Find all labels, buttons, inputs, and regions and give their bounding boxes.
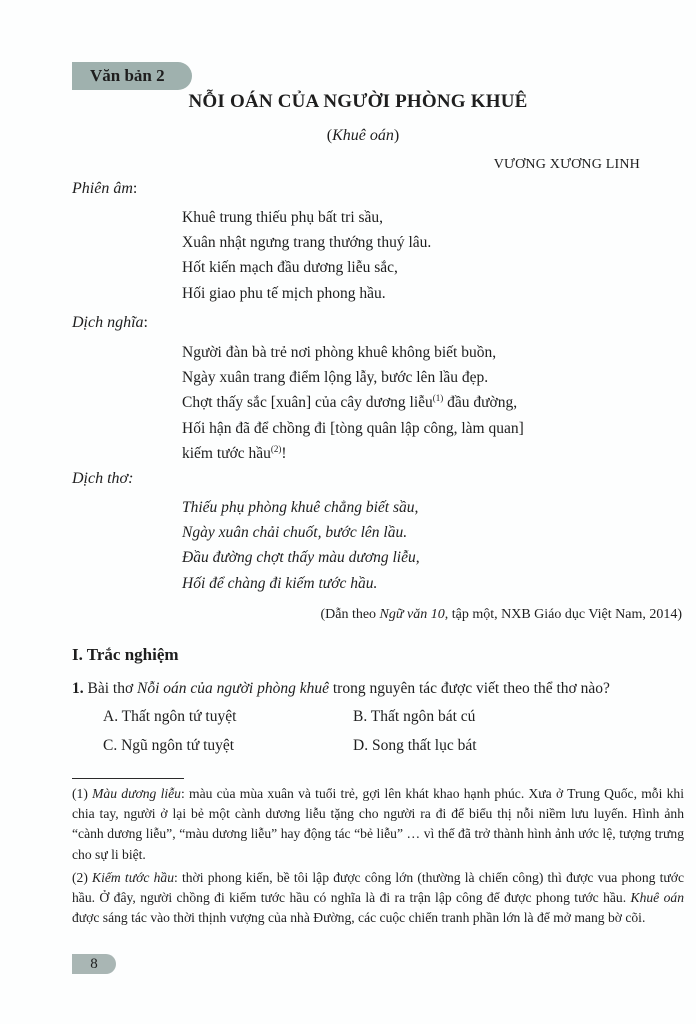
verse-text: Chợt thấy sắc [xuân] của cây dương liễu [182, 394, 433, 412]
verse-line: Hối hận đã để chồng đi [tòng quân lập công, làm quan] [182, 419, 524, 437]
verse-line: Xuân nhật ngưng trang thướng thuý lâu. [182, 234, 432, 252]
dich-tho-label [72, 470, 133, 488]
verse-text: đầu đường, [443, 394, 518, 412]
option-c[interactable]: C. Ngũ ngôn tứ tuyệt [103, 737, 235, 754]
poem-author: VƯƠNG XƯƠNG LINH [493, 157, 640, 172]
subtitle-close: ) [393, 127, 400, 144]
footnote-text: : màu của mùa xuân và tuổi trẻ, gợi lên khát khao hạnh phúc. Xưa ở Trung Quốc, mỗi khi chia tay, người ở lại bẻ một cành dương liễu tặng cho người ra đi để biểu thị nỗi niềm lưu luyến. Hình ảnh “cành dương liễu”, “màu dương liễu” hay động tác “bẻ liễu” … vì thế đã trở thành hình ảnh ước lệ, tượng trưng cho sự li biệt. [72, 786, 684, 862]
verse-text: ! [281, 444, 287, 462]
footnote-2 [72, 868, 684, 929]
source-prefix: (Dẫn theo [320, 607, 380, 622]
verse-line: Hốt kiến mạch đầu dương liễu sắc, [182, 259, 398, 277]
verse-line: Đầu đường chợt thấy màu dương liễu, [182, 549, 420, 567]
poem-title: NỖI OÁN CỦA NGƯỜI PHÒNG KHUÊ [188, 91, 528, 112]
option-b[interactable]: B. Thất ngôn bát cú [353, 708, 476, 725]
dich-tho-colon: : [128, 470, 134, 487]
dich-nghia-verse [182, 340, 524, 466]
poem-subtitle [0, 127, 696, 145]
verse-text: kiếm tước hầu [182, 444, 271, 462]
footnote-divider [72, 778, 184, 779]
dich-nghia-label-text: Dịch nghĩa [72, 314, 144, 331]
phien-am-verse [182, 205, 431, 306]
verse-line: Người đàn bà trẻ nơi phòng khuê không biết buồn, [182, 344, 497, 361]
footnote-ref-2: (2) [270, 443, 282, 454]
footnote-text: : thời phong kiến, bề tôi lập được công lớn (thường là chiến công) thì được vua phong tước hầu. Ở đây, người chồng đi kiếm tước hầu có nghĩa là đi ra trận lập công để được phong tước hầu. [72, 870, 684, 906]
option-d[interactable]: D. Song thất lục bát [353, 737, 477, 754]
option-a[interactable]: A. Thất ngôn tứ tuyệt [103, 708, 237, 725]
verse-line: Ngày xuân chải chuốt, bước lên lầu. [182, 524, 408, 542]
footnote-text: được sáng tác vào thời thịnh vượng của nhà Đường, các cuộc chiến tranh phần lớn là để mở mang bờ cõi. [72, 910, 646, 926]
footnote-ref-1: (1) [432, 393, 444, 404]
footnote-term: Màu dương liễu [92, 786, 181, 801]
verse-line: Thiếu phụ phòng khuê chẳng biết sầu, [182, 499, 419, 516]
footnote-number: (1) [72, 786, 93, 801]
verse-line: Hối để chàng đi kiếm tước hầu. [182, 574, 378, 592]
source-book: Ngữ văn 10 [379, 607, 445, 622]
dich-nghia-colon: : [143, 314, 148, 331]
verse-line: Khuê trung thiếu phụ bất tri sầu, [182, 209, 384, 226]
subtitle-text: Khuê oán [332, 127, 394, 144]
footnote-number: (2) [72, 870, 93, 885]
verse-line [182, 390, 524, 415]
phien-am-label-text: Phiên âm [72, 180, 133, 197]
question-title: Nỗi oán của người phòng khuê [137, 680, 329, 697]
section-heading: I. Trắc nghiệm [72, 645, 179, 664]
verse-line [182, 441, 524, 466]
footnote-term: Kiếm tước hầu [92, 870, 174, 885]
subtitle-open: ( [326, 127, 333, 144]
dich-nghia-label [72, 314, 148, 332]
phien-am-label [72, 180, 137, 198]
question-1 [72, 680, 610, 698]
source-suffix: , tập một, NXB Giáo dục Việt Nam, 2014) [444, 607, 682, 622]
question-number: 1. [72, 680, 84, 697]
footnote-1 [72, 784, 684, 865]
dich-tho-verse [182, 495, 420, 596]
page-number: 8 [72, 954, 116, 974]
phien-am-colon: : [132, 180, 138, 197]
verse-line: Ngày xuân trang điểm lộng lẫy, bước lên lầu đẹp. [182, 369, 489, 387]
verse-line: Hối giao phu tế mịch phong hầu. [182, 284, 386, 302]
dich-tho-label-text: Dịch thơ [72, 470, 129, 487]
footnote-term: Khuê oán [630, 890, 685, 906]
section-badge: Văn bản 2 [72, 62, 192, 90]
question-text: Bài thơ [83, 680, 138, 697]
source-citation [320, 607, 682, 623]
question-text: trong nguyên tác được viết theo thể thơ nào? [328, 680, 610, 697]
